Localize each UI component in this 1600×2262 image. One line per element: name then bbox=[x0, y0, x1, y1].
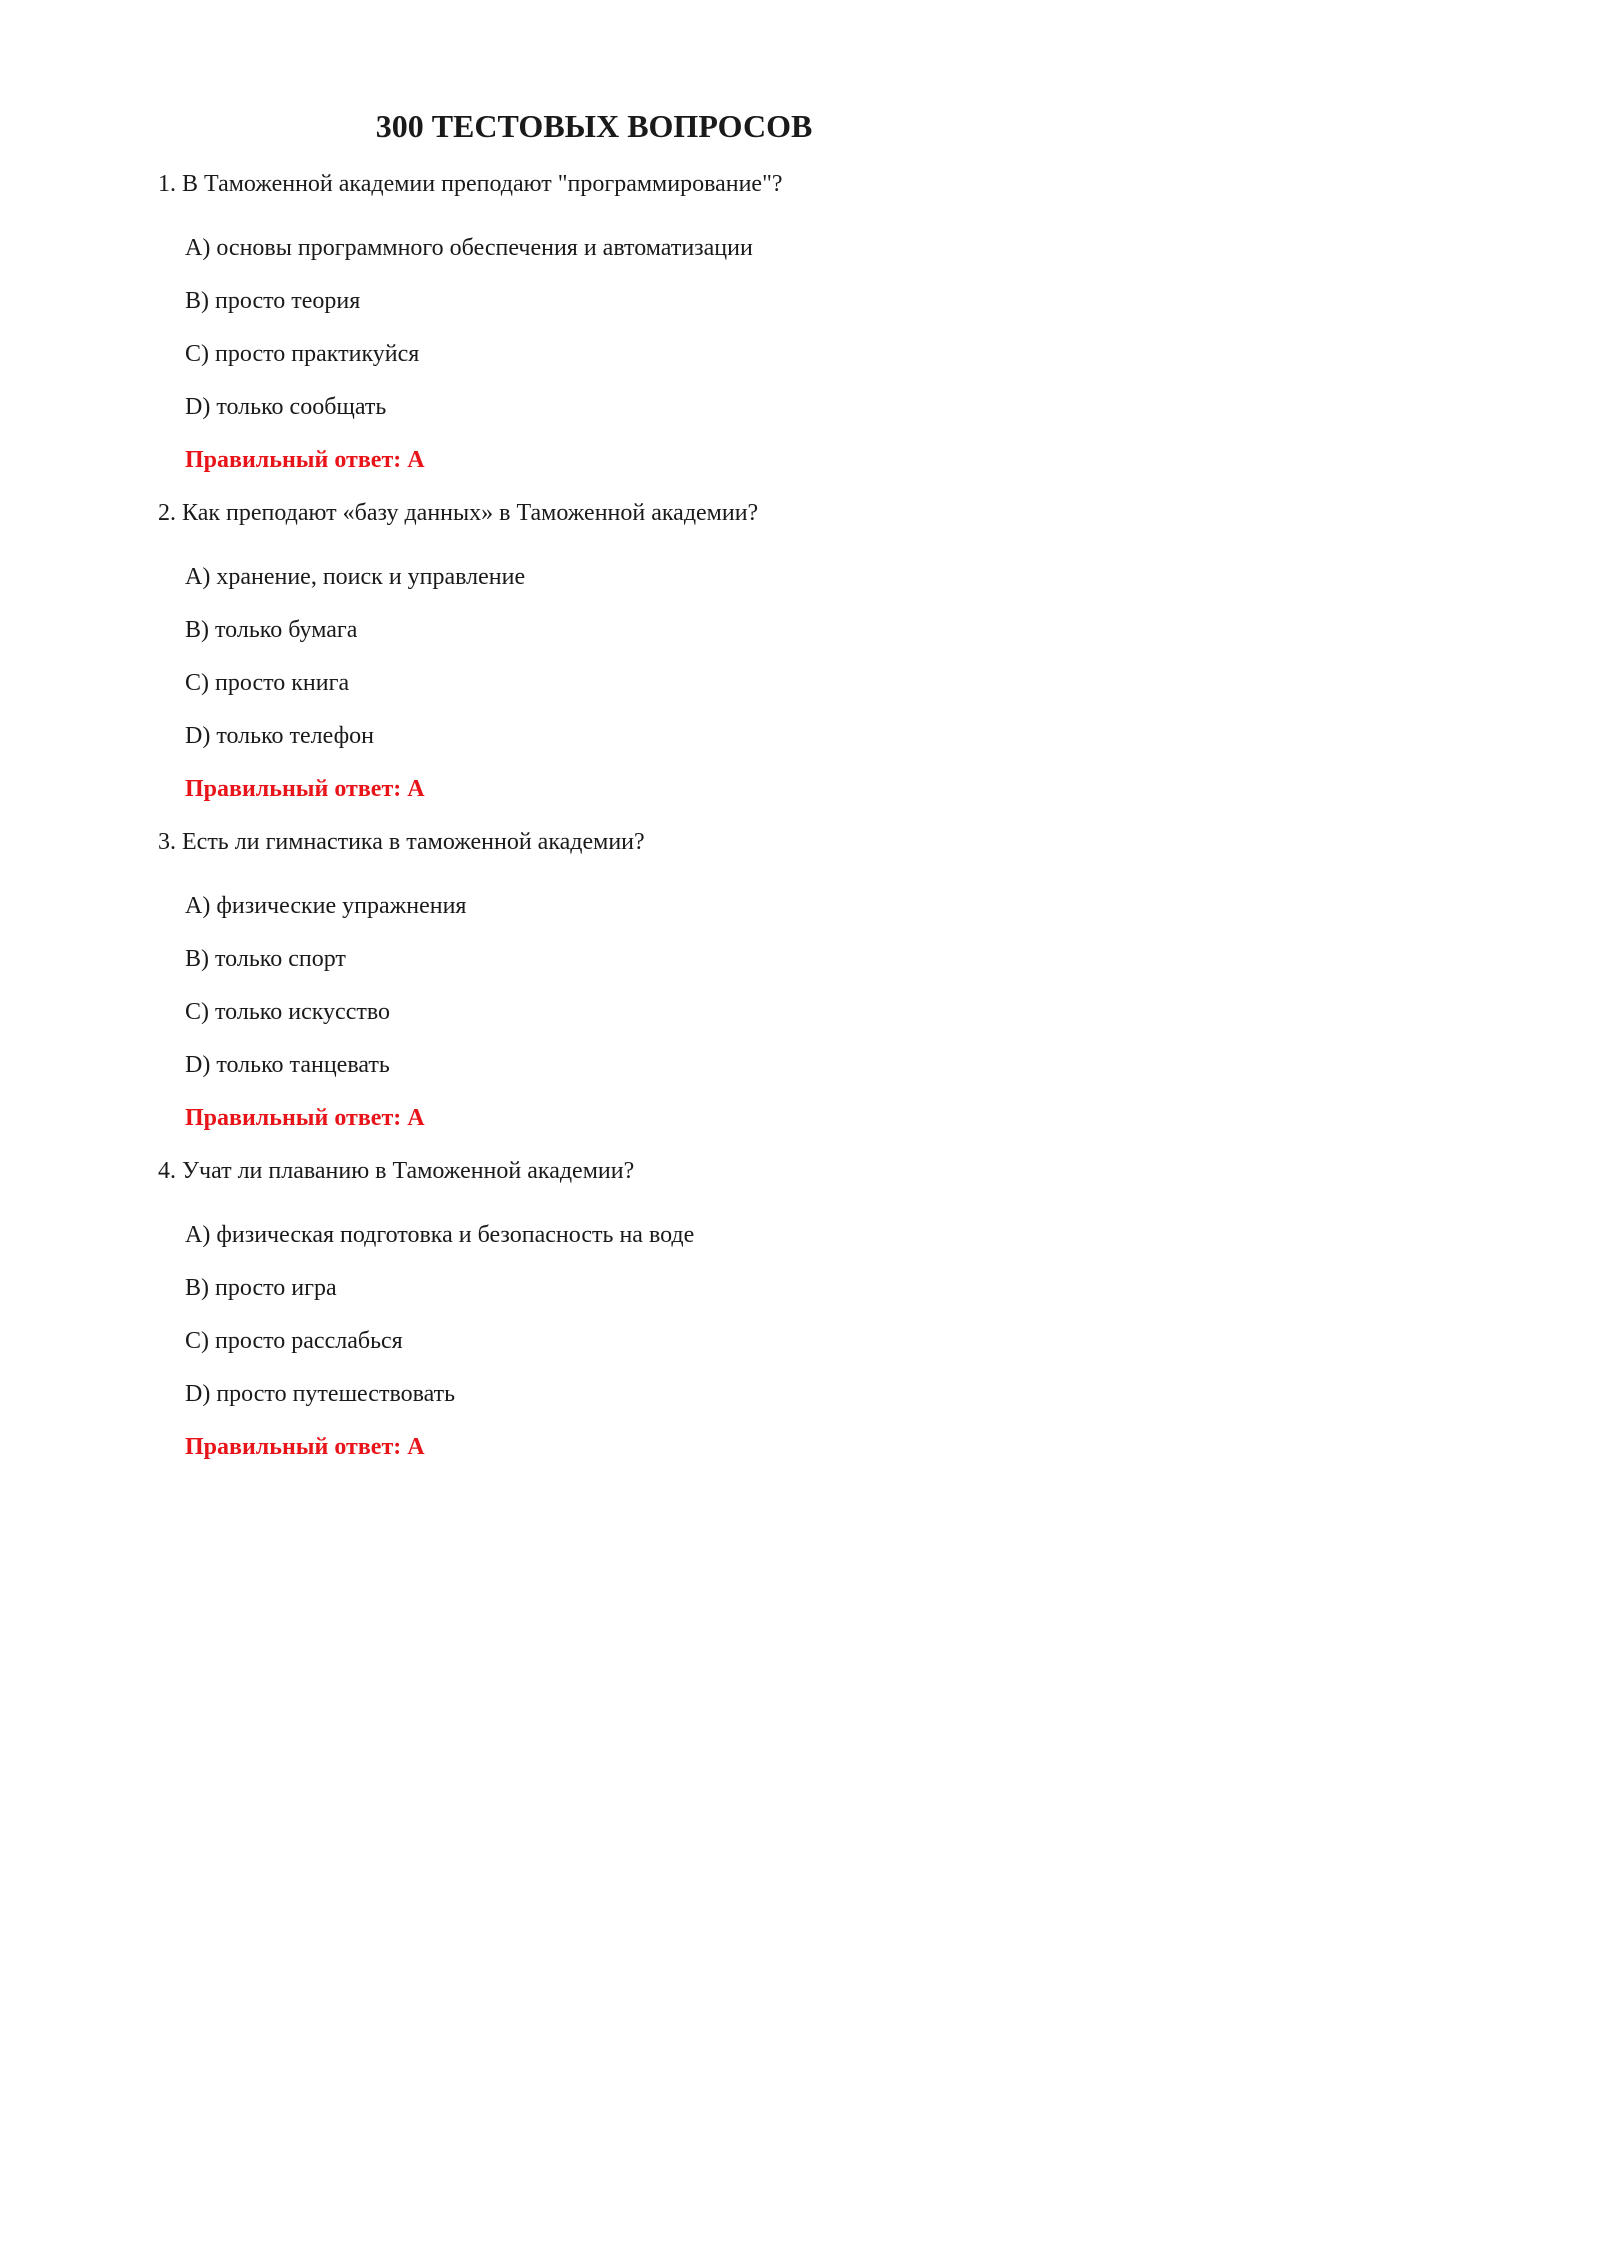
option-b: B) только спорт bbox=[185, 946, 346, 972]
option-a: A) физическая подготовка и безопасность на воде bbox=[185, 1222, 695, 1248]
correct-answer: Правильный ответ: A bbox=[185, 447, 425, 473]
option-a: A) хранение, поиск и управление bbox=[185, 564, 526, 590]
correct-answer: Правильный ответ: A bbox=[185, 1105, 425, 1131]
option-b: B) просто теория bbox=[185, 288, 361, 314]
option-d: D) просто путешествовать bbox=[185, 1381, 456, 1407]
question-number: 3. bbox=[158, 829, 176, 855]
option-d: D) только сообщать bbox=[185, 394, 387, 420]
option-b: B) просто игра bbox=[185, 1275, 337, 1301]
option-c: C) просто книга bbox=[185, 670, 350, 696]
option-c: C) только искусство bbox=[185, 999, 390, 1025]
question-label: Как преподают «базу данных» в Таможенной академии? bbox=[182, 500, 759, 526]
question-text bbox=[158, 168, 1058, 200]
option-a: A) физические упражнения bbox=[185, 893, 467, 919]
option-a: A) основы программного обеспечения и автоматизации bbox=[185, 235, 753, 261]
question-2 bbox=[158, 497, 1058, 802]
option-b: B) только бумага bbox=[185, 617, 358, 643]
page-title: 300 ТЕСТОВЫХ ВОПРОСОВ bbox=[375, 108, 813, 144]
correct-answer: Правильный ответ: A bbox=[185, 1434, 425, 1460]
question-label: Учат ли плаванию в Таможенной академии? bbox=[182, 1158, 635, 1184]
question-label: Есть ли гимнастика в таможенной академии? bbox=[182, 829, 645, 855]
question-number: 2. bbox=[158, 500, 176, 526]
option-c: C) просто практикуйся bbox=[185, 341, 420, 367]
question-text bbox=[158, 1155, 1058, 1187]
option-list bbox=[185, 890, 1085, 1134]
question-1 bbox=[158, 168, 1058, 473]
option-d: D) только танцевать bbox=[185, 1052, 390, 1078]
question-number: 4. bbox=[158, 1158, 176, 1184]
option-list bbox=[185, 561, 1085, 805]
question-number: 1. bbox=[158, 171, 176, 197]
question-label: В Таможенной академии преподают "программирование"? bbox=[182, 171, 783, 197]
option-d: D) только телефон bbox=[185, 723, 374, 749]
question-4 bbox=[158, 1155, 1058, 1460]
question-3 bbox=[158, 826, 1058, 1131]
correct-answer: Правильный ответ: A bbox=[185, 776, 425, 802]
option-c: C) просто расслабься bbox=[185, 1328, 403, 1354]
document-page bbox=[0, 0, 1118, 1568]
question-text bbox=[158, 497, 1058, 529]
option-list bbox=[185, 1219, 1085, 1463]
option-list bbox=[185, 232, 1085, 476]
question-text bbox=[158, 826, 1058, 858]
